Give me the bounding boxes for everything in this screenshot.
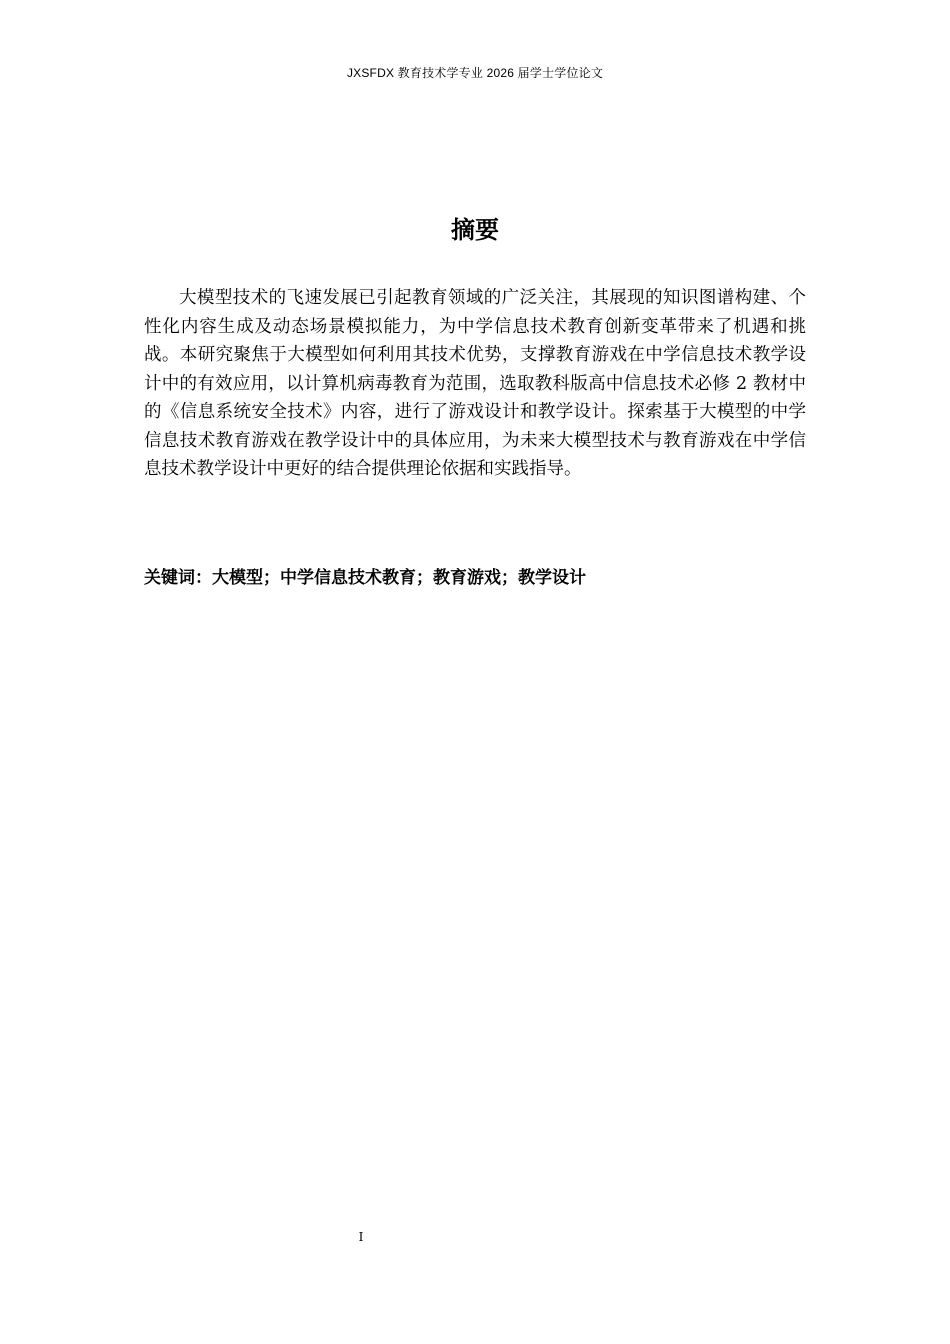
keywords-line: 关键词：大模型；中学信息技术教育；教育游戏；教学设计	[144, 568, 586, 588]
abstract-title: 摘要	[451, 216, 499, 244]
page-number: I	[358, 1230, 364, 1244]
running-header: JXSFDX 教育技术学专业 2026 届学士学位论文	[346, 66, 604, 80]
abstract-body: 大模型技术的飞速发展已引起教育领域的广泛关注，其展现的知识图谱构建、个性化内容生成及动态场景模拟能力，为中学信息技术教育创新变革带来了机遇和挑战。本研究聚焦于大模型如何利用其技术优势，支撑教育游戏在中学信息技术教学设计中的有效应用，以计算机病毒教育为范围，选取教科版高中信息技术必修 2 教材中的《信息系统安全技术》内容，进行了游戏设计和教学设计。探索基于大模型的中学信息技术教育游戏在教学设计中的具体应用，为未来大模型技术与教育游戏在中学信息技术教学设计中更好的结合提供理论依据和实践指导。	[144, 288, 806, 479]
